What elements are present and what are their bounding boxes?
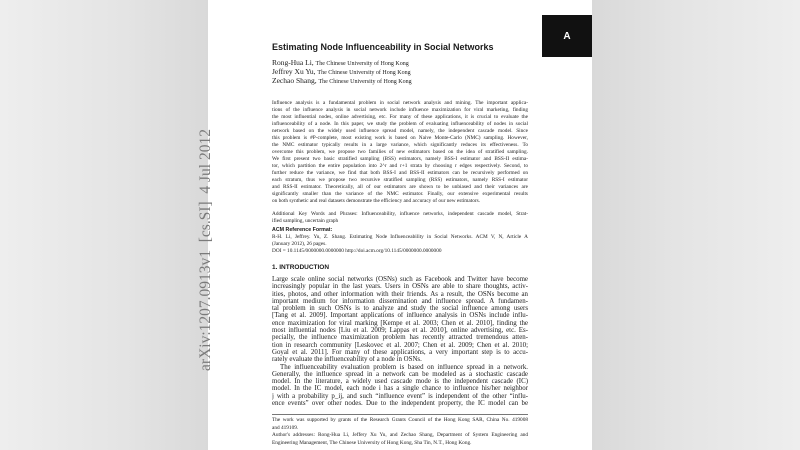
abstract-line: the most influential nodes, online advertising, etc. For many of these applications, it is crucial to evaluate the: [272, 114, 528, 120]
author-affiliation: The Chinese University of Hong Kong: [317, 70, 411, 76]
keywords-line: Additional Key Words and Phrases: Influenceability, influence networks, independent cascade model, Strat-: [272, 211, 528, 217]
introduction-body: [272, 276, 528, 407]
intro-line: pecially, the influence maximization problem has recently attracted tremendous atten-: [272, 334, 528, 342]
author-name: Rong-Hua Li,: [272, 58, 314, 67]
abstract-line: influenceability of a node. In this paper, we study the problem of evaluating influenceability of nodes in social: [272, 121, 528, 127]
abstract-line: Influence analysis is a fundamental problem in social network analysis and mining. The important applica-: [272, 100, 528, 106]
intro-line: important medium for information dissemination and influence spread. A fundamen-: [272, 297, 528, 305]
keywords-line: ified sampling, uncertain graph: [272, 218, 339, 224]
abstract-line: We first present two basic stratified sampling (BSS) estimators, namely BSS-I estimator and BSS-II estima-: [272, 156, 528, 162]
intro-line: ities, photos, and other information with their friends. As a result, the OSNs become an: [272, 290, 528, 298]
abstract-line: tor, which partition the entire population into 2^r and r+1 strata by choosing r edges respectively. Second, to: [272, 163, 528, 169]
acm-reference-line: (January 2012), 26 pages.: [272, 241, 327, 247]
acm-reference-heading: ACM Reference Format:: [272, 227, 333, 233]
intro-line: most influential nodes [Liu et al. 2009; Lappas et al. 2010], online advertising, etc. Es-: [272, 327, 528, 335]
abstract-line: further reduce the variance, we find that both BSS-I and BSS-II estimators can be recursively performed on: [272, 170, 528, 176]
footnote-line: Author's addresses: Rong-Hua Li, Jeffery Xu Yu, and Zechao Shang, Department of System Engineering and: [272, 432, 528, 438]
intro-line: increasingly popular in the last years. Users in OSNs are able to share thoughts, activ-: [272, 283, 528, 291]
footnotes: [272, 417, 528, 447]
viewer-background-right: [592, 0, 800, 450]
intro-line: [Tang et al. 2009]. Important applications of influence analysis in OSNs include influ-: [272, 312, 528, 320]
viewer-background-left: [0, 0, 208, 450]
keywords: [272, 211, 528, 225]
intro-line: The influenceability evaluation problem is based on influence spread in a network.: [280, 363, 528, 371]
paper-title: Estimating Node Influenceability in Social Networks: [272, 42, 494, 52]
abstract-line: each stratum, thus we propose two recursive stratified sampling (RSS) estimators, namely RSS-I estimator: [272, 177, 528, 183]
author-name: Zechao Shang,: [272, 76, 317, 85]
intro-line: ence events” over other nodes. Due to the independent property, the IC model can be: [272, 400, 528, 408]
abstract-line: and RSS-II estimator. Theoretically, all of our estimators are shown to be unbiased and their variances are: [272, 184, 528, 190]
abstract-line: network based on the widely used influence spread model, namely, the independent cascade model. Since: [272, 128, 528, 134]
abstract-line: this problem is #P-complete, most existing work is based on Naive Monte-Carlo (NMC) sampling. However,: [272, 135, 528, 141]
intro-line: tion in research community [Leskovec et al. 2007; Chen et al. 2009; Chen et al. 2010;: [272, 341, 528, 349]
intro-line: Generally, the influence spread in a network can be modeled as a stochastic cascade: [272, 370, 528, 378]
acm-reference-doi[interactable]: DOI = 10.1145/0000000.0000000 http://doi.acm.org/10.1145/0000000.0000000: [272, 248, 442, 254]
journal-section-tab: A: [542, 15, 592, 57]
author-affiliation: The Chinese University of Hong Kong: [315, 61, 409, 67]
author: [272, 58, 409, 67]
acm-reference: [272, 227, 528, 255]
abstract-line: the NMC estimator typically results in a large variance, which significantly reduces its effectiveness. To: [272, 142, 528, 148]
abstract-line: significantly smaller than the variance of the NMC estimator. Finally, our extensive experimental results: [272, 191, 528, 197]
abstract-line: on both synthetic and real datasets demonstrate the efficiency and accuracy of our new estimators.: [272, 198, 481, 204]
intro-line: j with a probability p_ij, and such “influence event” is independent of the other “influ-: [272, 392, 528, 400]
abstract: [272, 100, 528, 205]
intro-line: Large scale online social networks (OSNs) such as Facebook and Twitter have become: [272, 276, 528, 283]
abstract-line: overcome this problem, we propose two families of new estimators based on the idea of stratified sampling.: [272, 149, 528, 155]
author: [272, 67, 411, 76]
abstract-line: tions of the influence analysis in social network include influence maximization for viral marketing, finding: [272, 107, 528, 113]
intro-line: model. In the literature, a widely used cascade mode is the independent cascade (IC): [272, 378, 528, 386]
intro-line: tal problem in such OSNs is to analyze and study the social influence among users: [272, 305, 528, 313]
author: [272, 76, 412, 85]
footnote-rule: [272, 414, 528, 415]
intro-line: rately evaluate the influenceability of a node in OSNs.: [272, 356, 422, 364]
arxiv-stamp: arXiv:1207.0913v1 [cs.SI] 4 Jul 2012: [197, 129, 214, 371]
footnote-line: Engineering Management, The Chinese University of Hong Kong, Sha Tin, N.T., Hong Kong.: [272, 439, 472, 446]
footnote-line: The work was supported by grants of the Research Grants Council of the Hong Kong SAR, China No. 419008: [272, 417, 528, 423]
acm-reference-line: R-H. Li, Jeffrey. Yu, Z. Shang. Estimating Node Influenceability in Social Networks. ACM V, N, Article A: [272, 234, 528, 240]
intro-line: Goyal et al. 2011]. For many of these applications, a very important step is to accu-: [272, 348, 528, 356]
author-name: Jeffrey Xu Yu,: [272, 67, 316, 76]
intro-line: ence maximization for viral marking [Kempe et al. 2003; Chen et al. 2010], finding the: [272, 319, 528, 327]
footnote-line: and 419109.: [272, 424, 299, 431]
intro-line: model. In the IC model, each node i has a single chance to influence his/her neighbor: [272, 385, 528, 393]
author-affiliation: The Chinese University of Hong Kong: [318, 79, 412, 85]
section-heading: 1. INTRODUCTION: [272, 264, 330, 271]
